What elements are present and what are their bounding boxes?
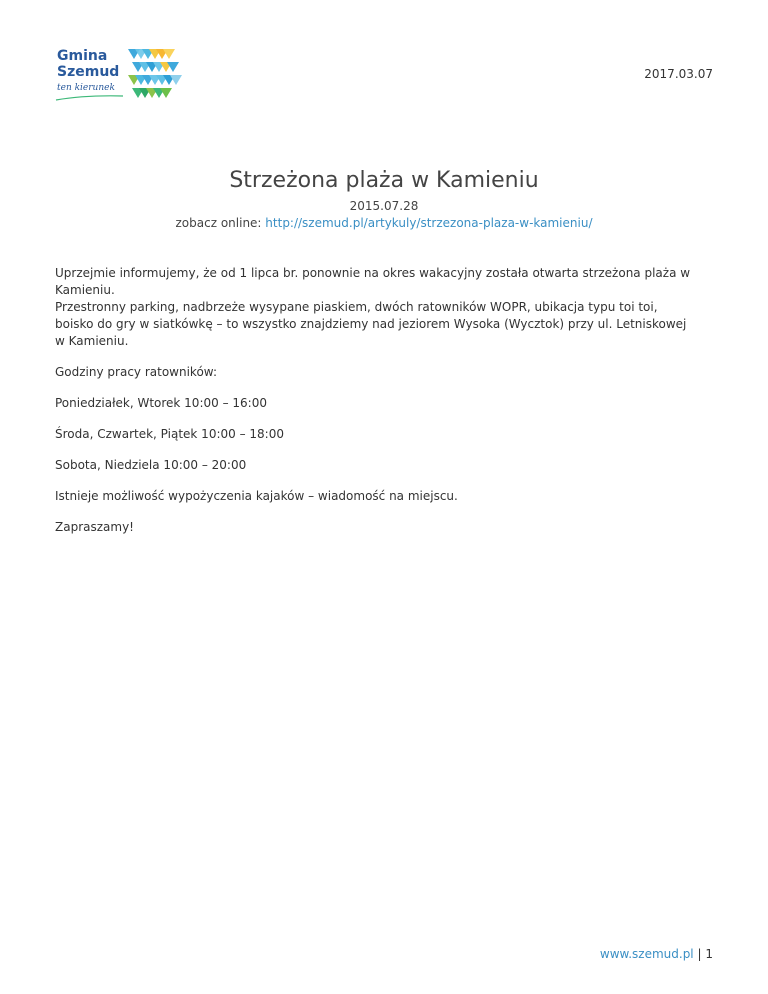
article-body	[55, 265, 695, 550]
article-date: 2015.07.28	[349, 199, 419, 213]
paragraph-intro: Uprzejmie informujemy, że od 1 lipca br. ponownie na okres wakacyjny została otwarta strzeżona plaża w Kamieniu.	[55, 266, 691, 297]
paragraph-invite: Zapraszamy!	[55, 520, 134, 534]
online-link[interactable]: http://szemud.pl/artykuly/strzezona-plaza-w-kamieniu/	[265, 216, 593, 230]
logo-line-2: Szemud	[57, 64, 120, 80]
paragraph-kayaks: Istnieje możliwość wypożyczenia kajaków – wiadomość na miejscu.	[55, 489, 458, 503]
paragraph-hours-mon-tue: Poniedziałek, Wtorek 10:00 – 16:00	[55, 396, 267, 410]
footer-separator: |	[697, 947, 702, 961]
logo-line-1: Gmina	[57, 48, 108, 64]
paragraph-hours-label: Godziny pracy ratowników:	[55, 365, 217, 379]
paragraph-amenities: Przestronny parking, nadbrzeże wysypane piaskiem, dwóch ratowników WOPR, ubikacja typu toi toi, boisko do gry w siatkówkę – to wszystko znajdziemy nad jeziorem Wysoka (Wycztok) przy ul. Letniskowej w Kamieniu.	[55, 300, 687, 348]
paragraph-hours-wed-fri: Środa, Czwartek, Piątek 10:00 – 18:00	[55, 427, 284, 441]
page-footer	[600, 947, 713, 961]
paragraph-hours-sat-sun: Sobota, Niedziela 10:00 – 20:00	[55, 458, 247, 472]
online-label: zobacz online:	[175, 216, 262, 230]
print-date: 2017.03.07	[644, 67, 713, 81]
footer-site-link[interactable]: www.szemud.pl	[599, 947, 694, 961]
logo-underline	[55, 92, 125, 102]
logo-tagline: ten kierunek	[57, 83, 115, 93]
page-number: 1	[705, 947, 713, 961]
online-line	[0, 216, 768, 230]
logo-triangles-mark	[128, 49, 186, 99]
article-title: Strzeżona plaża w Kamieniu	[229, 168, 539, 193]
gmina-szemud-logo	[55, 46, 190, 102]
